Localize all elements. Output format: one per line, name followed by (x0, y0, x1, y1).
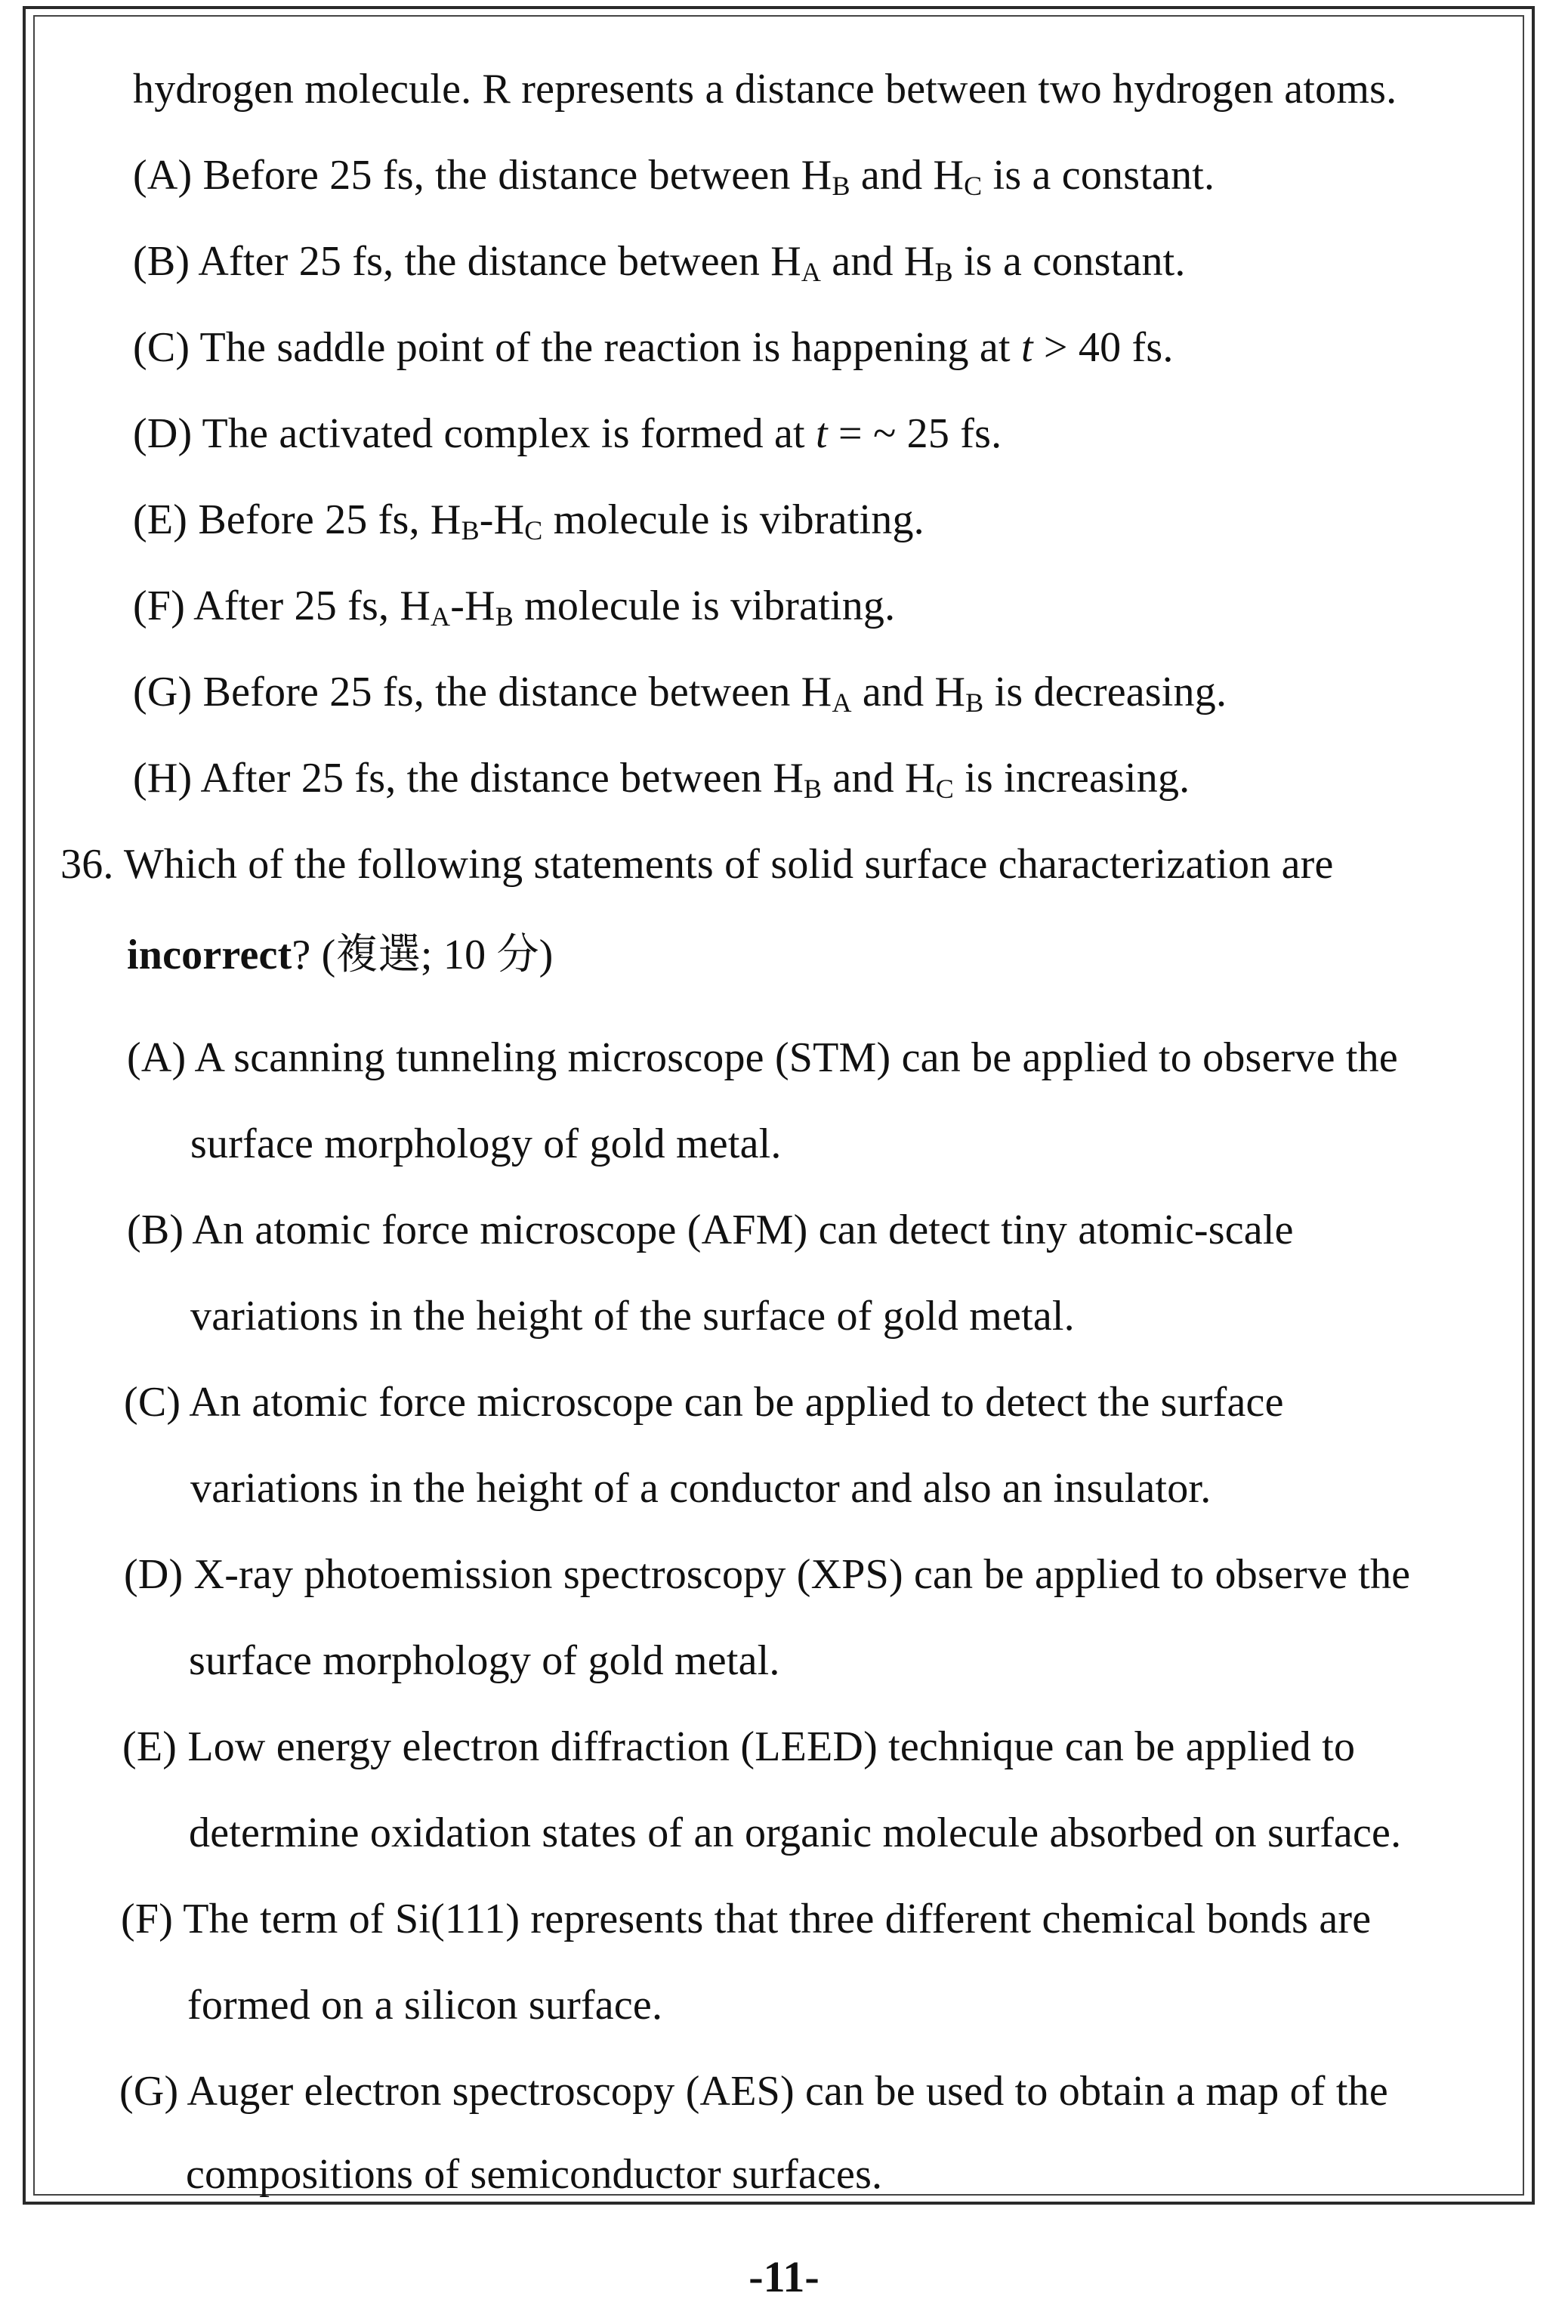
q36-option-d-line2: surface morphology of gold metal. (189, 1637, 780, 1684)
q36-option-c-line2: variations in the height of a conductor and also an insulator. (190, 1465, 1211, 1512)
q36-incorrect-emphasis: incorrect (127, 932, 292, 978)
q36-option-a-line2: surface morphology of gold metal. (190, 1120, 782, 1167)
q36-option-b-line1: (B) An atomic force microscope (AFM) can detect tiny atomic-scale (127, 1207, 1294, 1253)
q36-option-g-line1: (G) Auger electron spectroscopy (AES) can be used to obtain a map of the (119, 2068, 1388, 2115)
q35-option-f: (F) After 25 fs, $H_A-H_B$ molecule is vibrating. (133, 583, 896, 632)
q36-option-f-line2: formed on a silicon surface. (187, 1982, 663, 2029)
q36-option-e-line1: (E) Low energy electron diffraction (LEED) technique can be applied to (122, 1723, 1356, 1770)
q36-option-e-line2: determine oxidation states of an organic molecule absorbed on surface. (189, 1809, 1402, 1856)
page-number: -11- (749, 2252, 819, 2301)
q35-intro: hydrogen molecule. R represents a distance between two hydrogen atoms. (133, 66, 1397, 113)
q35-option-d: (D) The activated complex is formed at t = ~ 25 fs. (133, 410, 1002, 457)
q35-option-g: (G) Before 25 fs, the distance between $H_A$ and $H_B$ is decreasing. (133, 669, 1227, 718)
q36-stem-line2: incorrect? (複選; 10 分) (127, 932, 554, 978)
q35-option-c: (C) The saddle point of the reaction is happening at t > 40 fs. (133, 324, 1174, 371)
q35-option-h: (H) After 25 fs, the distance between $H_B$ and $H_C$ is increasing. (133, 755, 1190, 804)
q35-option-e: (E) Before 25 fs, $H_B-H_C$ molecule is vibrating. (133, 496, 924, 545)
q35-option-b: (B) After 25 fs, the distance between $H_A$ and $H_B$ is a constant. (133, 238, 1186, 287)
q36-option-c-line1: (C) An atomic force microscope can be applied to detect the surface (124, 1379, 1284, 1426)
q36-option-a-line1: (A) A scanning tunneling microscope (STM) can be applied to observe the (127, 1034, 1398, 1081)
q35-option-a: (A) Before 25 fs, the distance between $H_B$ and $H_C$ is a constant. (133, 152, 1215, 201)
q36-stem-line1: 36. Which of the following statements of solid surface characterization are (60, 841, 1334, 888)
q36-option-b-line2: variations in the height of the surface of gold metal. (190, 1293, 1075, 1340)
q36-number: 36. (60, 841, 114, 888)
q36-option-d-line1: (D) X-ray photoemission spectroscopy (XPS) can be applied to observe the (124, 1551, 1411, 1598)
q36-option-f-line1: (F) The term of Si(111) represents that three different chemical bonds are (121, 1896, 1372, 1942)
q36-option-g-line2: compositions of semiconductor surfaces. (186, 2151, 883, 2198)
